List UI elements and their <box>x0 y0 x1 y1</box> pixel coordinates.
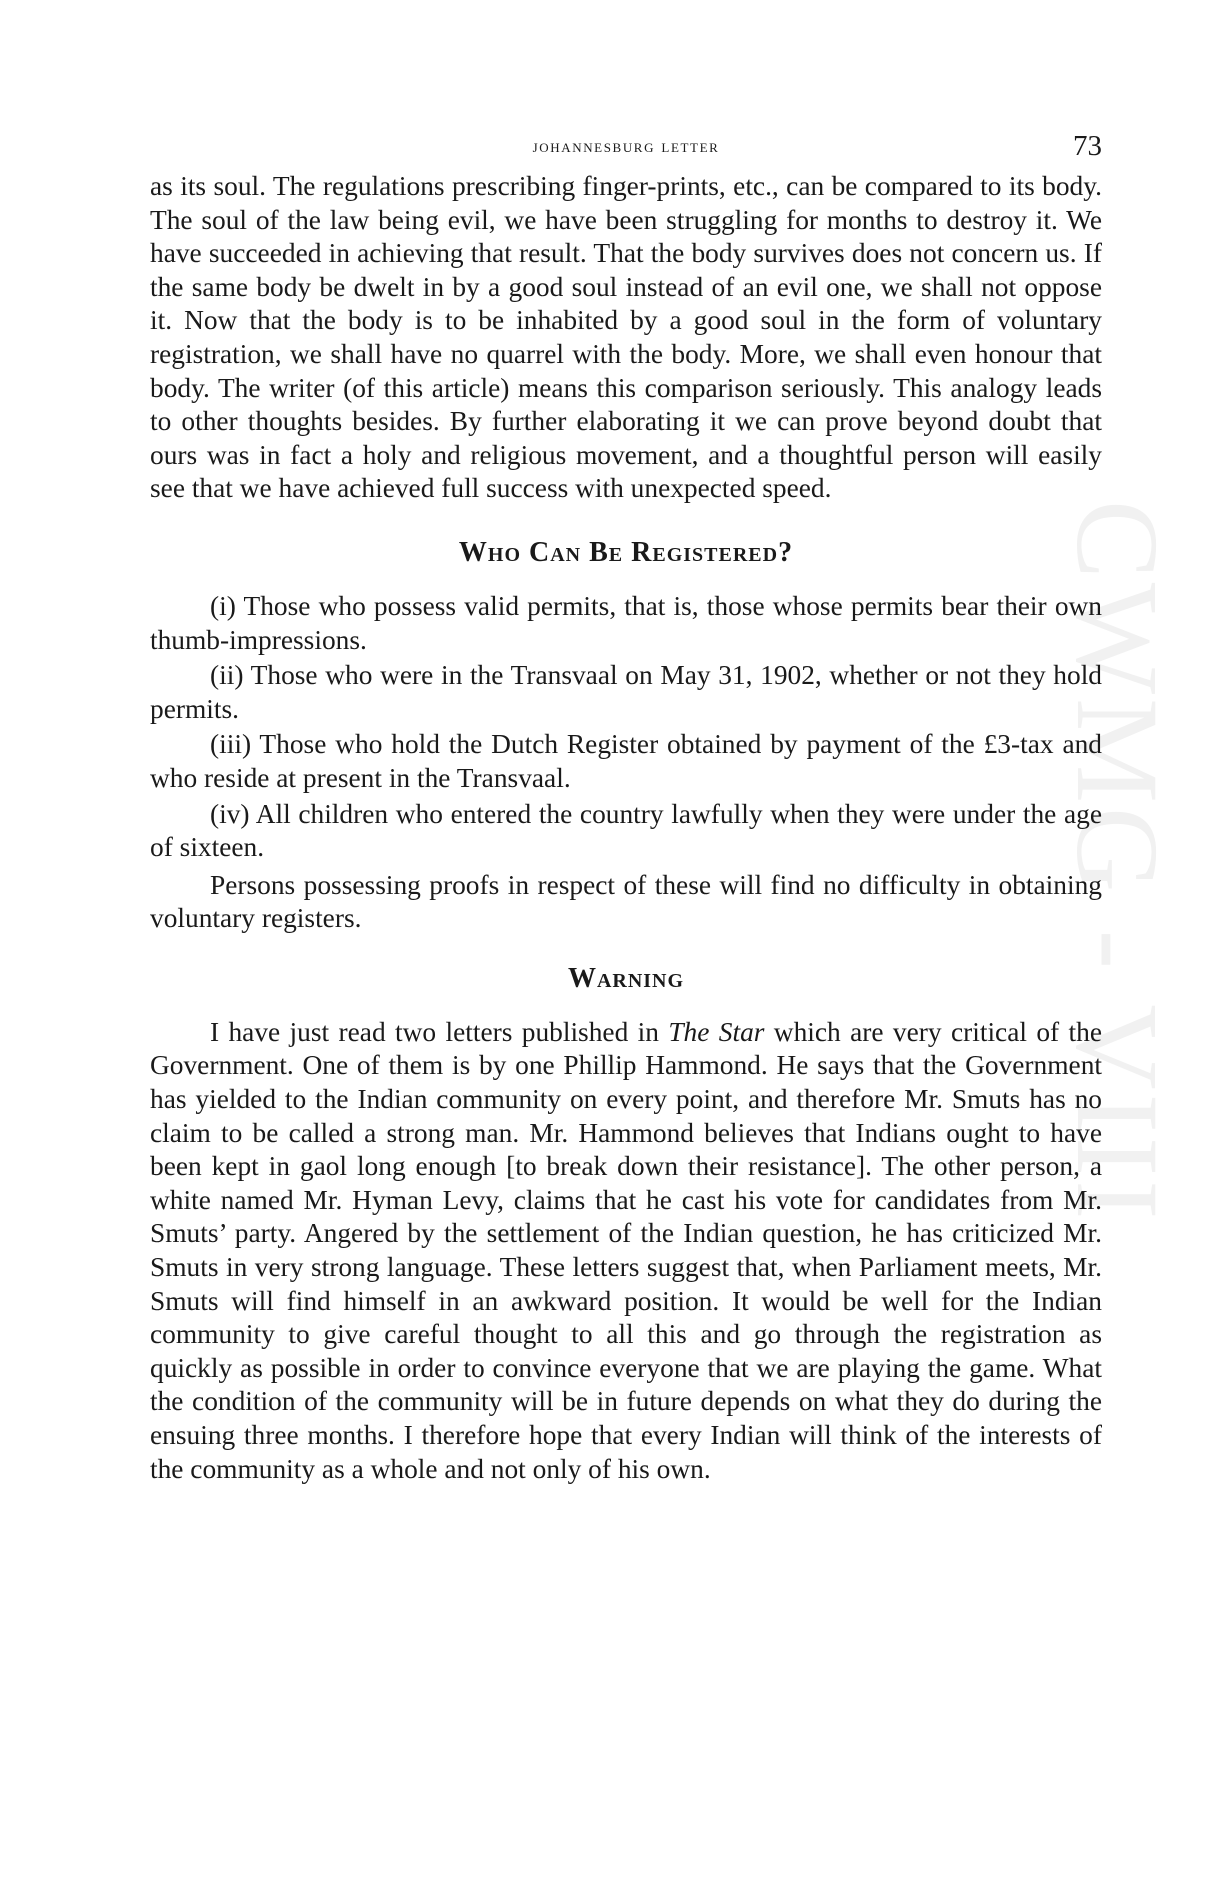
list-item-3: (iii) Those who hold the Dutch Register obtained by payment of the £3-tax and who reside at present in the Transvaal. <box>150 729 1102 793</box>
publication-title: The Star <box>668 1016 765 1047</box>
page-number: 73 <box>1073 130 1102 162</box>
warning-text-after: which are very critical of the Government. One of them is by one Phillip Hammond. He says that the Government has yielded to the Indian community on every point, and therefore Mr. Smuts has no claim to be called a strong man. Mr. Hammond believes that Indians ought to have been kept in gaol long enough [to break down their resistance]. The other person, a white named Mr. Hyman Levy, claims that he cast his vote for candidates from Mr. Smuts’ party. Angered by the settlement of the Indian question, he has criticized Mr. Smuts in very strong language. These letters suggest that, when Parliament meets, Mr. Smuts will find himself in an awkward position. It would be well for the Indian community to give careful thought to all this and go through the registration as quickly as possible in order to convince everyone that we are playing the game. What the condition of the community will be in future depends on what they do during the ensuing three months. I therefore hope that every Indian will think of the interests of the community as a whole and not only of his own. <box>150 1016 1102 1484</box>
running-title: johannesburg letter <box>532 136 720 157</box>
running-head <box>150 130 1102 170</box>
warning-text-before: I have just read two letters published in <box>210 1016 669 1047</box>
page <box>150 130 1102 1486</box>
intro-paragraph: as its soul. The regulations prescribing finger-prints, etc., can be compared to its body. The soul of the law being evil, we have been struggling for months to destroy it. We have succeeded in achieving that result. That the body survives does not concern us. If the same body be dwelt in by a good soul instead of an evil one, we shall not oppose it. Now that the body is to be inhabited by a good soul in the form of voluntary registration, we shall have no quarrel with the body. More, we shall even honour that body. The writer (of this article) means this comparison seriously. This analogy leads to other thoughts besides. By further elaborating it we can prove beyond doubt that ours was in fact a holy and religious movement, and a thoughtful person will easily see that we have achieved full success with unexpected speed. <box>150 171 1102 504</box>
list-item-4: (iv) All children who entered the country lawfully when they were under the age of sixteen. <box>150 798 1102 863</box>
list-item-1: (i) Those who possess valid permits, that is, those whose permits bear their own thumb-impressions. <box>150 590 1102 655</box>
watermark-text: CWMG - VIII <box>1052 500 1183 1224</box>
registered-closing-paragraph: Persons possessing proofs in respect of these will find no difficulty in obtaining voluntary registers. <box>150 869 1102 934</box>
list-item-2: (ii) Those who were in the Transvaal on May 31, 1902, whether or not they hold permits. <box>150 660 1102 724</box>
section-heading-registered: Who Can Be Registered? <box>458 536 794 568</box>
warning-paragraph <box>150 1016 1102 1486</box>
watermark <box>1052 500 1215 1400</box>
section-heading-warning: Warning <box>567 962 685 994</box>
